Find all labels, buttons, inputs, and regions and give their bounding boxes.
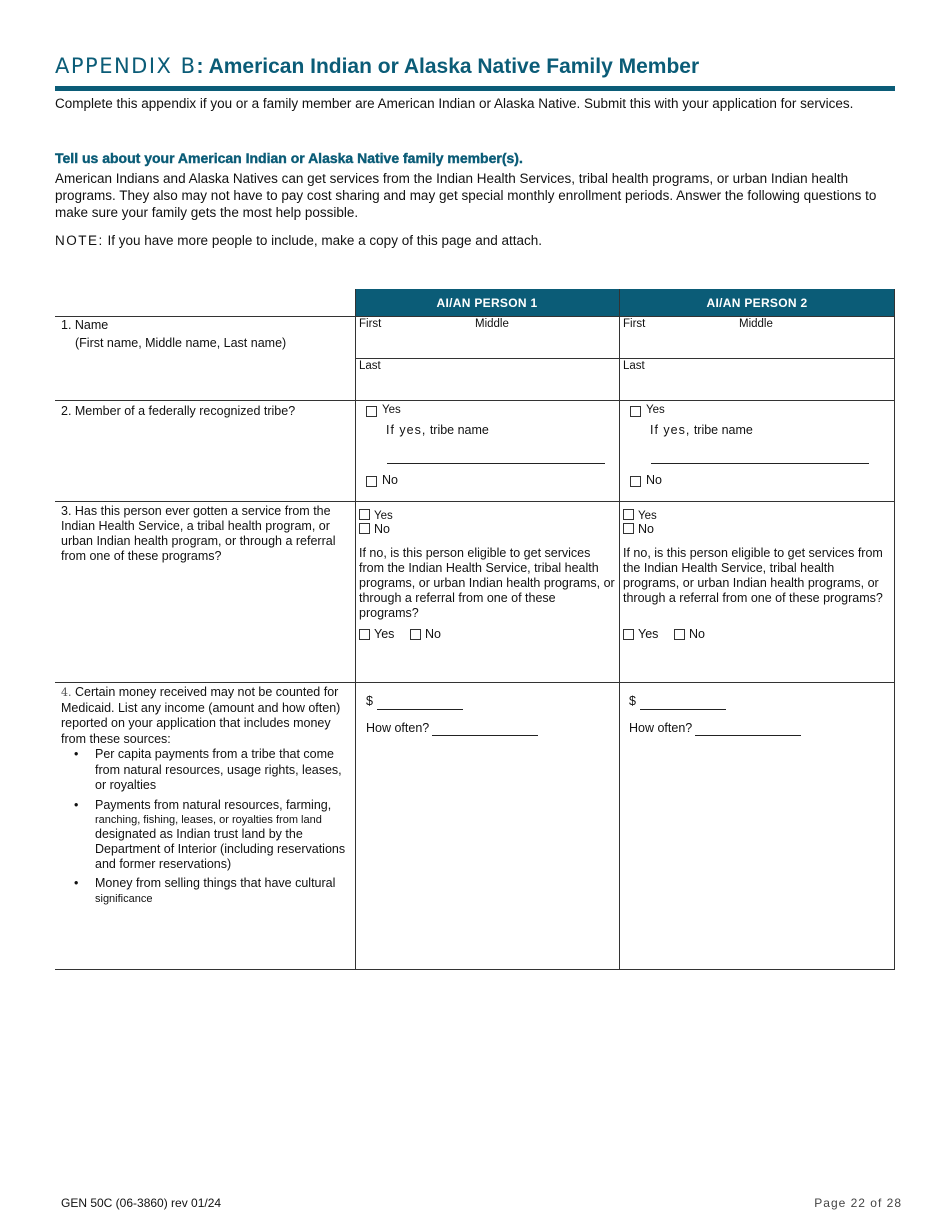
tribe-no-label-1: No: [382, 473, 398, 487]
if-yes-label: If yes,: [650, 423, 691, 437]
if-yes-label: If yes,: [386, 423, 427, 437]
service-no-label-1: No: [374, 522, 390, 536]
tribe-name-input-1[interactable]: [387, 463, 605, 464]
bullet-dot: •: [74, 798, 79, 812]
note-text: If you have more people to include, make a copy of this page and attach.: [103, 233, 543, 248]
q1-label: 1. Name: [61, 318, 109, 332]
tribe-name-label-1: [386, 423, 489, 437]
service-no-checkbox-2[interactable]: [623, 523, 634, 534]
q4-text: Certain money received may not be counted for Medicaid. List any income (amount and how often) reported on your application that includes money from these sources:: [61, 685, 341, 746]
tribe-yes-label-1: Yes: [382, 404, 401, 416]
how-often-input-1[interactable]: [432, 735, 538, 736]
eligible-yes-checkbox-2[interactable]: [623, 629, 634, 640]
service-no-checkbox-1[interactable]: [359, 523, 370, 534]
tribe-no-checkbox-2[interactable]: [630, 476, 641, 487]
tribe-name-label-2: [650, 423, 753, 437]
eligible-question-1: If no, is this person eligible to get services from the Indian Health Service, tribal health programs, or urban Indian health programs, or through a referral from one of these programs?: [359, 546, 615, 620]
note: [55, 232, 542, 249]
q1-hint: (First name, Middle name, Last name): [75, 336, 287, 350]
intro-text: Complete this appendix if you or a family member are American Indian or Alaska Native. Submit this with your application for services.: [55, 96, 854, 111]
how-often-label-2: How often?: [629, 721, 693, 735]
income-amount-input-2[interactable]: [640, 709, 726, 710]
eligible-no-checkbox-1[interactable]: [410, 629, 421, 640]
service-no-label-2: No: [638, 522, 654, 536]
bullet-item-3-line-1: Money from selling things that have cultural: [95, 876, 336, 890]
tribe-name-text: tribe name: [426, 423, 489, 437]
bullet-item-3: [95, 876, 353, 907]
last-name-field-2[interactable]: Last: [623, 360, 645, 372]
middle-name-field-2[interactable]: Middle: [739, 318, 773, 330]
title-rule: [55, 86, 895, 91]
column-line: [894, 289, 895, 970]
q2-label: 2. Member of a federally recognized tribe?: [61, 404, 296, 418]
bullet-item-2-line-3: designated as Indian trust land by the Department of Interior (including reservations and former reservations): [95, 827, 346, 871]
tribe-name-input-2[interactable]: [651, 463, 869, 464]
bullet-item-2-line-2: ranching, fishing, leases, or royalties from land: [95, 813, 322, 826]
income-amount-input-1[interactable]: [377, 709, 463, 710]
page-number: Page 22 of 28: [814, 1196, 902, 1210]
service-yes-checkbox-1[interactable]: [359, 509, 370, 520]
last-name-field-1[interactable]: Last: [359, 360, 381, 372]
eligible-no-label-2: No: [689, 627, 705, 641]
bullet-item-2-line-1: Payments from natural resources, farming,: [95, 798, 332, 812]
row-line: [55, 501, 895, 502]
appendix-label: APPENDIX B: [55, 54, 197, 78]
tribe-yes-checkbox-1[interactable]: [366, 406, 377, 417]
tribe-yes-checkbox-2[interactable]: [630, 406, 641, 417]
dollar-sign-1: $: [366, 694, 373, 708]
how-often-label-1: How often?: [366, 721, 430, 735]
tribe-name-text: tribe name: [690, 423, 753, 437]
bullet-item-3-line-2: significance: [95, 892, 153, 905]
eligible-question-2: If no, is this person eligible to get services from the Indian Health Service, tribal health programs, or urban Indian health programs, or through a referral from one of these programs?: [623, 546, 883, 605]
how-often-input-2[interactable]: [695, 735, 801, 736]
eligible-yes-label-1: Yes: [374, 627, 395, 641]
eligible-yes-checkbox-1[interactable]: [359, 629, 370, 640]
column-line: [619, 289, 620, 970]
row-line: [55, 682, 895, 683]
row-line: [55, 969, 895, 970]
appendix-title: : American Indian or Alaska Native Family Member: [196, 55, 700, 78]
middle-name-field-1[interactable]: Middle: [475, 318, 509, 330]
form-id: GEN 50C (06-3860) rev 01/24: [61, 1196, 222, 1210]
eligible-no-checkbox-2[interactable]: [674, 629, 685, 640]
section-body: American Indians and Alaska Natives can get services from the Indian Health Services, tribal health programs, or urban Indian health programs. They also may not have to pay cost sharing and may get special monthly enrollment periods. Answer the following questions to make sure your family gets the most help possible.: [55, 171, 877, 220]
eligible-no-label-1: No: [425, 627, 441, 641]
bullet-dot: •: [74, 747, 79, 761]
bullet-item-2: [95, 798, 353, 872]
tribe-no-checkbox-1[interactable]: [366, 476, 377, 487]
column-header-person-2: AI/AN PERSON 2: [619, 289, 895, 317]
tribe-no-label-2: No: [646, 473, 662, 487]
tribe-yes-label-2: Yes: [646, 404, 665, 416]
first-name-field-1[interactable]: First: [359, 318, 382, 330]
eligible-yes-label-2: Yes: [638, 627, 659, 641]
first-name-field-2[interactable]: First: [623, 318, 646, 330]
row-line: [55, 316, 895, 317]
note-label: NOTE:: [55, 233, 104, 248]
bullet-item-1: Per capita payments from a tribe that come from natural resources, usage rights, leases, or royalties: [95, 747, 342, 792]
section-heading: Tell us about your American Indian or Alaska Native family member(s).: [55, 150, 523, 166]
column-header-person-1: AI/AN PERSON 1: [355, 289, 619, 317]
row-line: [355, 358, 895, 359]
q4-number: 4.: [61, 686, 72, 699]
service-yes-label-2: Yes: [638, 510, 657, 522]
column-line: [355, 289, 356, 970]
page-title: [55, 54, 699, 79]
bullet-dot: •: [74, 876, 79, 890]
service-yes-checkbox-2[interactable]: [623, 509, 634, 520]
dollar-sign-2: $: [629, 694, 636, 708]
row-line: [55, 400, 895, 401]
q3-label: 3. Has this person ever gotten a service from the Indian Health Service, a tribal health program, or urban Indian health program, or through a referral from one of these programs?: [61, 504, 336, 563]
q4-label: [61, 685, 351, 747]
service-yes-label-1: Yes: [374, 510, 393, 522]
